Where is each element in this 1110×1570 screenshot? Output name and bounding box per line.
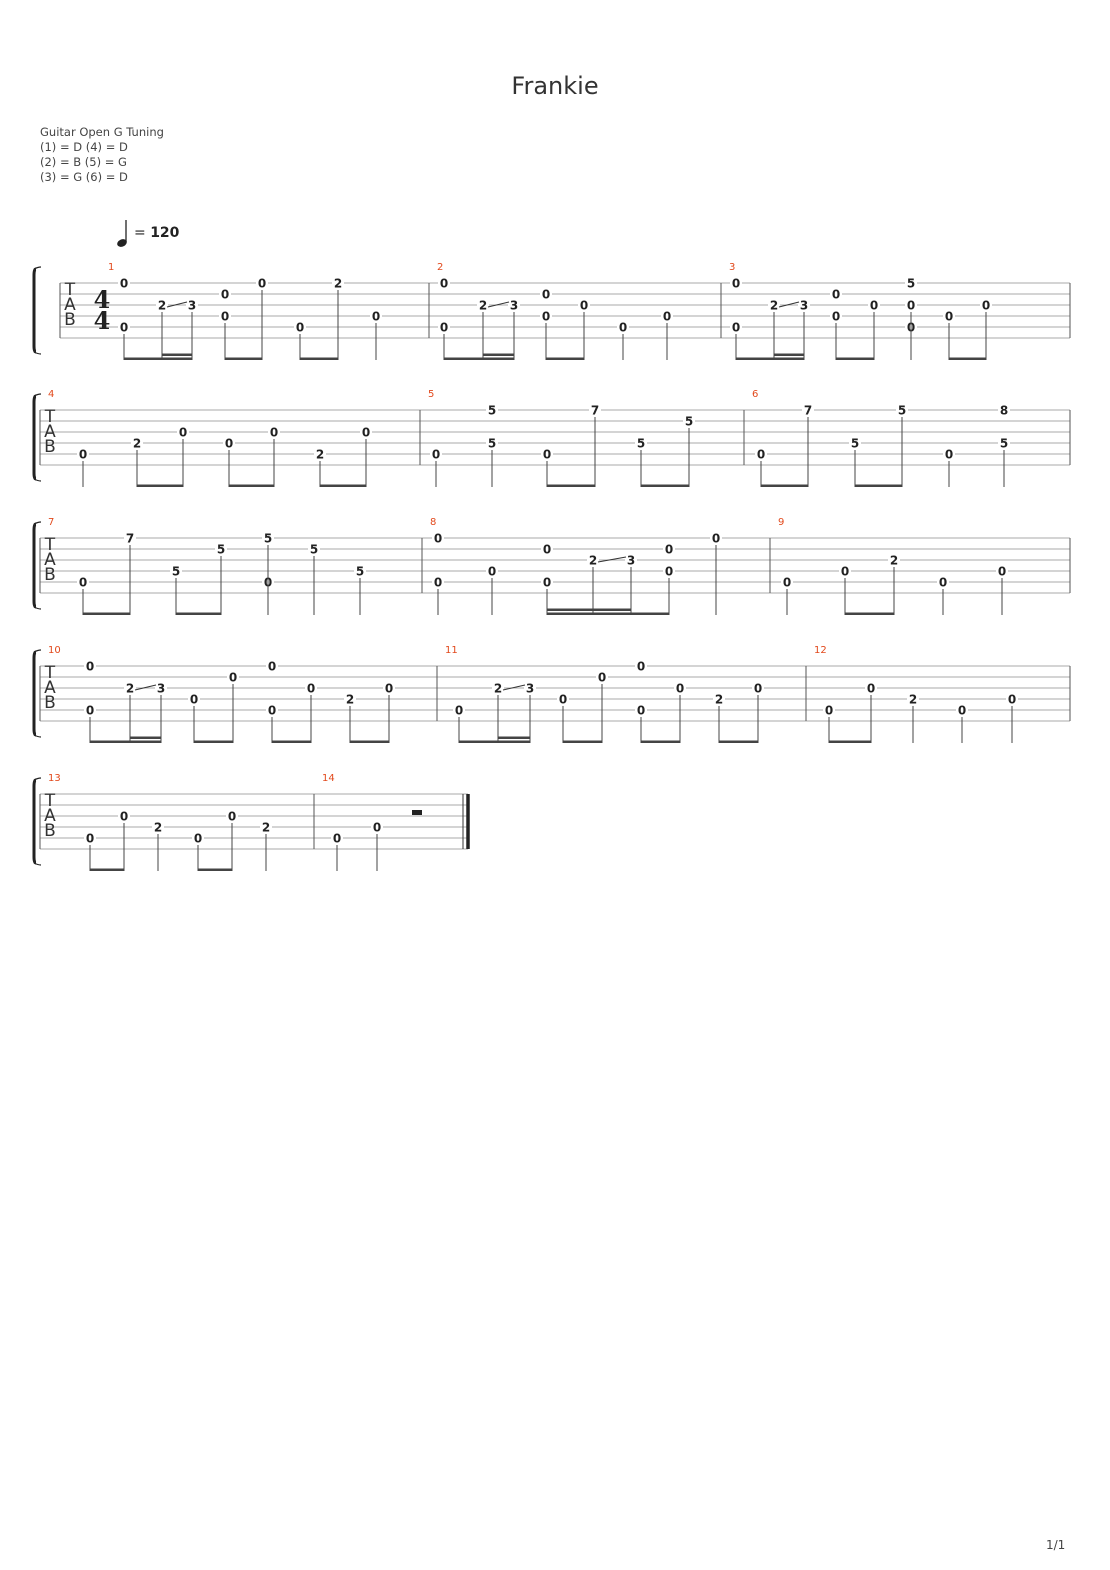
fret-number: 0: [220, 309, 230, 324]
fret-number: 5: [216, 542, 226, 557]
measure-number: 13: [48, 773, 61, 784]
fret-number: 2: [889, 553, 899, 568]
beam: [949, 358, 986, 361]
fret-number: 0: [662, 309, 672, 324]
fret-number: 2: [333, 276, 343, 291]
fret-number: 0: [227, 809, 237, 824]
system-bracket: [34, 396, 36, 479]
fret-number: 0: [228, 670, 238, 685]
fret-number: 0: [542, 542, 552, 557]
beam: [350, 741, 389, 744]
beam: [300, 358, 338, 361]
fret-number: 0: [263, 575, 273, 590]
fret-number: 2: [769, 298, 779, 313]
fret-number: 0: [636, 659, 646, 674]
beam: [641, 485, 689, 488]
measure-number: 5: [428, 389, 435, 400]
tab-clef-letter: A: [44, 806, 56, 826]
measure-number: 1: [108, 262, 115, 273]
fret-number: 2: [345, 692, 355, 707]
measure-number: 6: [752, 389, 759, 400]
beam: [229, 485, 274, 488]
fret-number: 0: [840, 564, 850, 579]
fret-number: 5: [487, 436, 497, 451]
beam-secondary: [774, 354, 804, 357]
beam: [137, 485, 183, 488]
fret-number: 0: [869, 298, 879, 313]
fret-number: 0: [866, 681, 876, 696]
fret-number: 3: [525, 681, 535, 696]
fret-number: 5: [263, 531, 273, 546]
fret-number: 5: [850, 436, 860, 451]
measure-number: 3: [729, 262, 736, 273]
beam: [855, 485, 902, 488]
measure-number: 12: [814, 645, 827, 656]
fret-number: 0: [487, 564, 497, 579]
fret-number: 0: [731, 276, 741, 291]
fret-number: 3: [156, 681, 166, 696]
beam: [90, 869, 124, 872]
beam: [272, 741, 311, 744]
fret-number: 0: [295, 320, 305, 335]
beam: [444, 358, 514, 361]
beam: [225, 358, 262, 361]
tab-clef-letter: B: [44, 437, 56, 457]
fret-number: 0: [541, 287, 551, 302]
tab-clef-letter: B: [44, 565, 56, 585]
fret-number: 0: [257, 276, 267, 291]
fret-number: 0: [439, 276, 449, 291]
fret-number: 0: [269, 425, 279, 440]
beam: [547, 485, 595, 488]
fret-number: 0: [782, 575, 792, 590]
fret-number: 0: [267, 659, 277, 674]
beam: [546, 358, 584, 361]
fret-number: 0: [981, 298, 991, 313]
half-rest: [412, 810, 422, 815]
tab-clef-letter: A: [44, 422, 56, 442]
fret-number: 2: [261, 820, 271, 835]
beam: [547, 613, 669, 616]
measure-number: 7: [48, 517, 55, 528]
fret-number: 0: [433, 531, 443, 546]
fret-number: 0: [944, 309, 954, 324]
fret-number: 2: [153, 820, 163, 835]
fret-number: 5: [487, 403, 497, 418]
tuning-line: (3) = G (6) = D: [40, 170, 128, 184]
fret-number: 2: [125, 681, 135, 696]
fret-number: 2: [908, 692, 918, 707]
fret-number: 0: [431, 447, 441, 462]
fret-number: 0: [1007, 692, 1017, 707]
time-signature-top: 4: [93, 285, 111, 314]
beam: [459, 741, 530, 744]
tab-clef-letter: T: [44, 407, 56, 427]
fret-number: 0: [454, 703, 464, 718]
fret-number: 2: [132, 436, 142, 451]
fret-number: 0: [579, 298, 589, 313]
tab-clef-letter: T: [44, 791, 56, 811]
measure-number: 14: [322, 773, 335, 784]
beam: [563, 741, 602, 744]
fret-number: 0: [831, 309, 841, 324]
tab-clef-letter: T: [44, 663, 56, 683]
fret-number: 0: [756, 447, 766, 462]
fret-number: 3: [799, 298, 809, 313]
fret-number: 3: [509, 298, 519, 313]
fret-number: 0: [119, 320, 129, 335]
fret-number: 0: [824, 703, 834, 718]
beam: [198, 869, 232, 872]
tab-clef-letter: A: [64, 295, 76, 315]
fret-number: 0: [220, 287, 230, 302]
fret-number: 0: [78, 447, 88, 462]
beam: [829, 741, 871, 744]
fret-number: 0: [371, 309, 381, 324]
fret-number: 0: [636, 703, 646, 718]
measure-number: 2: [437, 262, 444, 273]
fret-number: 0: [597, 670, 607, 685]
fret-number: 0: [267, 703, 277, 718]
fret-number: 5: [999, 436, 1009, 451]
beam: [761, 485, 808, 488]
beam: [719, 741, 758, 744]
fret-number: 2: [714, 692, 724, 707]
beam-secondary: [162, 354, 192, 357]
fret-number: 0: [997, 564, 1007, 579]
fret-number: 2: [588, 553, 598, 568]
fret-number: 0: [332, 831, 342, 846]
fret-number: 0: [906, 320, 916, 335]
fret-number: 0: [193, 831, 203, 846]
fret-number: 0: [675, 681, 685, 696]
fret-number: 0: [542, 447, 552, 462]
fret-number: 7: [803, 403, 813, 418]
beam: [641, 741, 680, 744]
measure-number: 10: [48, 645, 61, 656]
fret-number: 7: [125, 531, 135, 546]
fret-number: 0: [558, 692, 568, 707]
beam: [836, 358, 874, 361]
fret-number: 3: [626, 553, 636, 568]
beam-secondary: [130, 737, 161, 740]
fret-number: 0: [753, 681, 763, 696]
fret-number: 0: [372, 820, 382, 835]
fret-number: 0: [731, 320, 741, 335]
fret-number: 0: [119, 809, 129, 824]
tempo-value: 120: [150, 225, 180, 241]
fret-number: 0: [178, 425, 188, 440]
tuning-name: Guitar Open G Tuning: [40, 125, 164, 139]
fret-number: 0: [224, 436, 234, 451]
fret-number: 0: [711, 531, 721, 546]
tab-clef-letter: T: [44, 535, 56, 555]
tab-clef-letter: B: [44, 693, 56, 713]
beam: [194, 741, 233, 744]
beam: [83, 613, 130, 616]
fret-number: 0: [957, 703, 967, 718]
fret-number: 0: [306, 681, 316, 696]
tuning-line: (1) = D (4) = D: [40, 140, 128, 154]
fret-number: 5: [684, 414, 694, 429]
fret-number: 2: [157, 298, 167, 313]
beam: [736, 358, 804, 361]
fret-number: 0: [831, 287, 841, 302]
fret-number: 0: [85, 659, 95, 674]
beam: [845, 613, 894, 616]
fret-number: 0: [361, 425, 371, 440]
beam-secondary: [547, 609, 631, 612]
beam: [176, 613, 221, 616]
beam: [124, 358, 192, 361]
tab-clef-letter: B: [44, 821, 56, 841]
fret-number: 0: [541, 309, 551, 324]
beam-secondary: [498, 737, 530, 740]
fret-number: 0: [664, 564, 674, 579]
fret-number: 0: [938, 575, 948, 590]
fret-number: 0: [119, 276, 129, 291]
tempo-prefix: =: [134, 225, 151, 241]
tuning-line: (2) = B (5) = G: [40, 155, 127, 169]
tab-clef-letter: T: [64, 280, 76, 300]
fret-number: 0: [542, 575, 552, 590]
fret-number: 5: [309, 542, 319, 557]
fret-number: 0: [439, 320, 449, 335]
fret-number: 7: [590, 403, 600, 418]
fret-number: 5: [171, 564, 181, 579]
beam: [90, 741, 161, 744]
measure-number: 11: [445, 645, 458, 656]
fret-number: 3: [187, 298, 197, 313]
fret-number: 2: [493, 681, 503, 696]
fret-number: 0: [78, 575, 88, 590]
fret-number: 5: [355, 564, 365, 579]
fret-number: 8: [999, 403, 1009, 418]
system-bracket: [34, 652, 36, 735]
beam: [320, 485, 366, 488]
fret-number: 0: [433, 575, 443, 590]
song-title: Frankie: [511, 72, 599, 100]
beam-secondary: [483, 354, 514, 357]
tab-clef-letter: A: [44, 678, 56, 698]
fret-number: 2: [478, 298, 488, 313]
fret-number: 0: [944, 447, 954, 462]
fret-number: 0: [85, 831, 95, 846]
system-bracket: [34, 269, 36, 352]
fret-number: 5: [906, 276, 916, 291]
fret-number: 0: [384, 681, 394, 696]
page-number: 1/1: [1046, 1538, 1066, 1552]
measure-number: 4: [48, 389, 55, 400]
tab-clef-letter: B: [64, 310, 76, 330]
measure-number: 9: [778, 517, 785, 528]
fret-number: 5: [897, 403, 907, 418]
fret-number: 0: [189, 692, 199, 707]
system-bracket: [34, 524, 36, 607]
system-bracket: [34, 780, 36, 863]
fret-number: 0: [664, 542, 674, 557]
fret-number: 2: [315, 447, 325, 462]
fret-number: 5: [636, 436, 646, 451]
fret-number: 0: [618, 320, 628, 335]
time-signature-bottom: 4: [93, 306, 111, 335]
fret-number: 0: [906, 298, 916, 313]
measure-number: 8: [430, 517, 437, 528]
tab-clef-letter: A: [44, 550, 56, 570]
fret-number: 0: [85, 703, 95, 718]
